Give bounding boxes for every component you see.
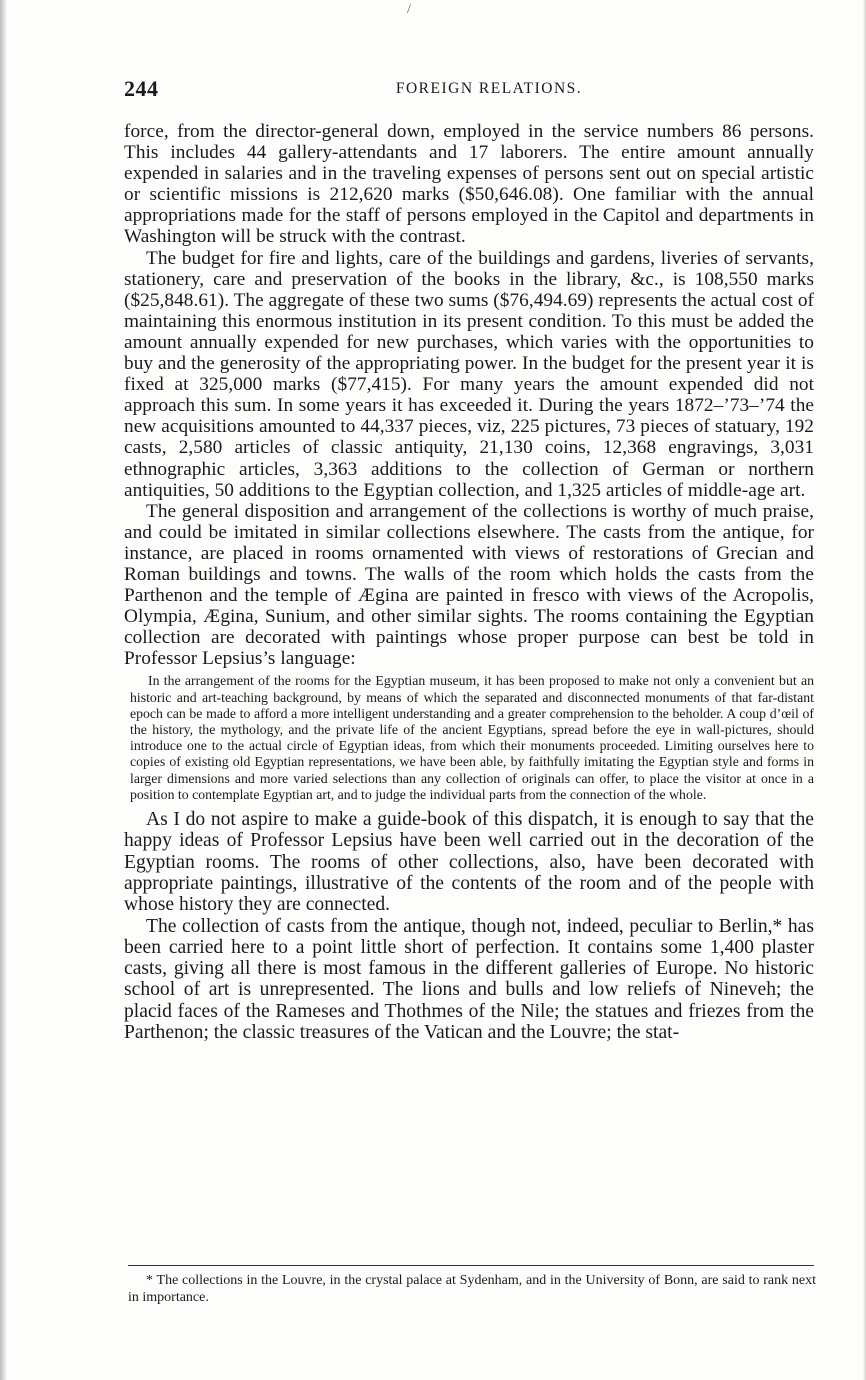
paragraph-casts: The collection of casts from the antique, though not, indeed, peculiar to Berlin,* has been carried here to a point little short of perfection. It contains some 1,400 plaster casts, giving all there is most famous in the different galleries of Europe. No historic school of art is unrepresented. The lions and bulls and low reliefs of Nineveh; the placid faces of the Rameses and Thothmes of the Nile; the statues and friezes from the Parthenon; the classic treasures of the Vatican and the Louvre; the stat- bbox=[124, 915, 814, 1044]
footnote: * The collections in the Louvre, in the crystal palace at Sydenham, and in the University of Bonn, are said to rank next in importance. bbox=[128, 1273, 816, 1305]
paragraph-budget: The budget for fire and lights, care of the buildings and gardens, liveries of servants, stationery, care and preservation of the books in the library, &c., is 108,550 marks ($25,848.61). The aggregate of these two sums ($76,494.69) represents the actual cost of maintaining this enormous institution in its present condition. To this must be added the amount annually expended for new purchases, which varies with the opportunities to buy and the generosity of the appropriating power. In the budget for the present year it is fixed at 325,000 marks ($77,415). For many years the amount expended did not approach this sum. In some years it has exceeded it. During the years 1872–’73–’74 the new acquisitions amounted to 44,337 pieces, viz, 225 pictures, 73 pieces of statuary, 192 casts, 2,580 articles of classic antiquity, 21,130 coins, 12,368 engravings, 3,031 ethnographic articles, 3,363 additions to the collection of German or northern antiquities, 50 additions to the Egyptian collection, and 1,325 articles of middle-age art. bbox=[124, 247, 814, 501]
page-number: 244 bbox=[124, 76, 159, 101]
body-text bbox=[124, 121, 814, 1043]
footnote-rule bbox=[128, 1265, 814, 1266]
paragraph-continuation: force, from the director-general down, employed in the service numbers 86 persons. This includes 44 gallery-attendants and 17 laborers. The entire amount annually expended in salaries and in the traveling expenses of persons sent out on special artistic or scientific missions is 212,620 marks ($50,646.08). One familiar with the annual appropriations made for the staff of persons employed in the Capitol and departments in Washington will be struck with the contrast. bbox=[124, 121, 814, 248]
page-header bbox=[124, 76, 814, 106]
block-quotation: In the arrangement of the rooms for the Egyptian museum, it has been proposed to make not only a convenient but an historic and art-teaching background, by means of which the separated and disconnected monuments of that far-distant epoch can be made to afford a more intelligent understanding and a greater comprehension to the beholder. A coup d’œil of the history, the mythology, and the private life of the ancient Egyptians, spread before the eye in wall-pictures, should introduce one to the actual circle of Egyptian ideas, from which their monuments proceeded. Limiting ourselves here to copies of existing old Egyptian representations, we have been able, by faithfully imitating the Egyptian style and forms in larger dimensions and more varied selections than any collection of originals can offer, to place the visitor at once in a position to contemplate Egyptian art, and to judge the individual parts from the connection of the whole. bbox=[130, 673, 814, 802]
paragraph-disposition: The general disposition and arrangement of the collections is worthy of much praise, and could be imitated in similar collections elsewhere. The casts from the antique, for instance, are placed in rooms ornamented with views of restorations of Grecian and Roman buildings and towns. The walls of the room which holds the casts from the Parthenon and the temple of Ægina are painted in fresco with views of the Acropolis, Olympia, Ægina, Sunium, and other similar sights. The rooms containing the Egyptian collection are decorated with paintings whose proper purpose can best be told in Professor Lepsius’s language: bbox=[124, 500, 814, 670]
running-head: FOREIGN RELATIONS. bbox=[395, 80, 583, 97]
stray-mark: / bbox=[407, 2, 411, 17]
page-binding-edge bbox=[0, 0, 7, 1380]
paragraph-guide-book: As I do not aspire to make a guide-book of this dispatch, it is enough to say that the happy ideas of Professor Lepsius have been well carried out in the decoration of the Egyptian rooms. The rooms of other collections, also, have been decorated with appropriate paintings, illustrative of the contents of the room and of the people with whose history they are connected. bbox=[124, 809, 814, 916]
